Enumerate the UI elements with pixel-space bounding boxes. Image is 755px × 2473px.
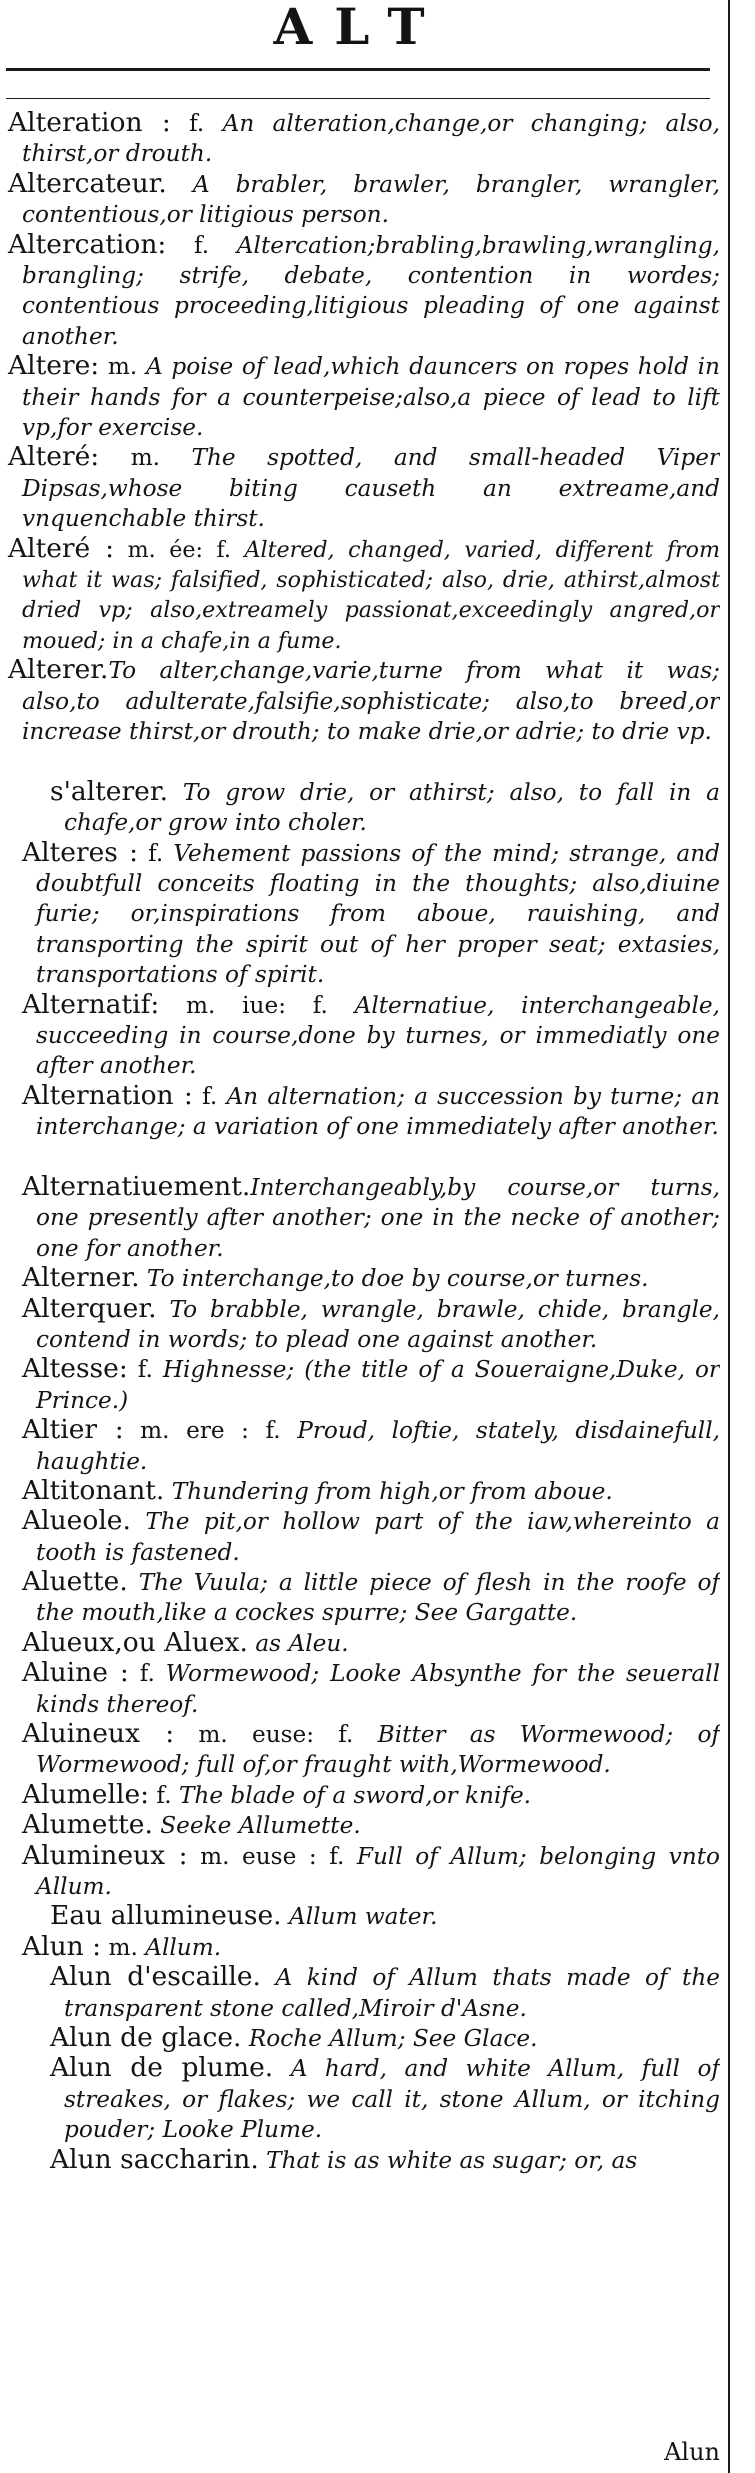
dictionary-entry	[0, 1294, 720, 1355]
entry-definition: A kind of Allum thats made of the transparent stone called,Miroir d'Asne.	[64, 1964, 720, 2022]
entry-definition: The blade of a sword,or knife.	[178, 1781, 532, 1809]
dictionary-entry	[0, 2145, 720, 2175]
entry-grammar: m. ée: f.	[114, 536, 245, 563]
entry-headword: Alteré :	[8, 533, 115, 564]
entry-grammar: m. iue: f.	[159, 991, 355, 1019]
entry-headword: s'alterer.	[50, 776, 169, 807]
column-rule	[728, 0, 730, 2473]
entry-definition: An alteration,change,or changing; also, thirst,or drouth.	[22, 110, 720, 168]
entry-grammar	[168, 779, 183, 806]
entry-headword: Alternatif:	[22, 989, 160, 1020]
entry-headword: Alteres :	[22, 837, 139, 868]
dictionary-entry	[0, 2023, 720, 2053]
entry-headword: Aluineux :	[22, 1719, 175, 1750]
dictionary-entry	[0, 1841, 720, 1902]
dictionary-entry	[0, 1780, 720, 1810]
entry-grammar: f.	[149, 1781, 179, 1809]
entry-grammar: m. ere : f.	[123, 1417, 298, 1445]
entry-grammar	[164, 1478, 171, 1505]
entry-definition: Allum.	[145, 1933, 222, 1961]
entry-definition: Thundering from high,or from aboue.	[171, 1477, 613, 1505]
entry-grammar	[140, 1265, 147, 1292]
entry-grammar	[128, 1569, 139, 1596]
dictionary-entry	[0, 777, 720, 838]
dictionary-entry	[0, 655, 720, 777]
entry-definition: Wormewood; Looke Absynthe for the seuerall kinds thereof.	[36, 1660, 720, 1718]
dictionary-entry	[0, 1901, 720, 1931]
entry-list	[0, 108, 720, 2175]
entry-headword: Alteration :	[8, 108, 171, 138]
dictionary-entry	[0, 1658, 720, 1719]
entry-grammar: f.	[166, 231, 237, 259]
entry-headword: Alun de glace.	[50, 2023, 242, 2054]
dictionary-entry	[0, 108, 720, 169]
header-rule-thick	[6, 68, 710, 71]
entry-grammar: m. euse : f.	[187, 1842, 357, 1870]
dictionary-entry	[0, 2053, 720, 2144]
entry-grammar: m.	[99, 444, 192, 472]
entry-headword: Alun :	[22, 1931, 102, 1962]
entry-headword: Alueux,ou Aluex.	[22, 1627, 248, 1658]
entry-definition: To interchange,to doe by course,or turnes.	[146, 1265, 649, 1293]
entry-grammar	[273, 2055, 290, 2082]
entry-definition: Highnesse; (the title of a Soueraigne,Duke, or Prince.)	[36, 1356, 720, 1414]
catchword: Alun	[664, 2438, 720, 2466]
dictionary-entry	[0, 1962, 720, 2023]
entry-definition: That is as white as sugar; or, as	[266, 2146, 638, 2174]
entry-headword: Aluette.	[22, 1567, 128, 1598]
dictionary-entry	[0, 1932, 720, 1962]
entry-headword: Alueole.	[22, 1506, 131, 1537]
dictionary-entry	[0, 1628, 720, 1658]
entry-definition: Alternatiue, interchangeable, succeeding in course,done by turnes, or immediatly one after another.	[36, 991, 720, 1080]
dictionary-entry	[0, 230, 720, 352]
entry-headword: Aluine :	[22, 1658, 129, 1689]
entry-grammar: m.	[101, 1933, 146, 1961]
entry-definition: Allum water.	[288, 1903, 438, 1931]
entry-grammar: f.	[138, 839, 174, 867]
entry-definition: An alternation; a succession by turne; an interchange; a variation of one immediately after another.	[36, 1082, 720, 1141]
entry-definition: Altercation;brabling,brawling,wrangling, brangling; strife, debate, contention in wordes; contentious proceeding,litigious pleading of one against another.	[22, 231, 720, 350]
dictionary-entry	[0, 1081, 720, 1172]
entry-definition: A hard, and white Allum, full of streakes, or flakes; we call it, stone Allum, or itching pouder; Looke Plume.	[64, 2055, 720, 2144]
dictionary-entry	[0, 838, 720, 990]
entry-headword: Alumelle:	[22, 1779, 150, 1810]
dictionary-entry	[0, 1476, 720, 1506]
entry-grammar: f.	[192, 1082, 227, 1110]
entry-headword: Alumineux :	[22, 1840, 188, 1871]
entry-definition: The pit,or hollow part of the iaw,whereinto a tooth is fastened.	[36, 1508, 720, 1566]
entry-headword: Altercateur.	[8, 168, 167, 199]
dictionary-entry	[0, 534, 720, 656]
entry-headword: Alteré:	[8, 442, 100, 473]
dictionary-entry	[0, 1810, 720, 1840]
entry-definition: Vehement passions of the mind; strange, and doubtfull conceits floating in the thoughts; also,diuine furie; or,inspirations from aboue, rauishing, and transporting the spirit out of her proper seat; extasies, transportations of spirit.	[36, 839, 720, 989]
entry-definition: A poise of lead,which dauncers on ropes hold in their hands for a counterpeise;also,a piece of lead to lift vp,for exercise.	[22, 353, 720, 441]
dictionary-entry	[0, 1567, 720, 1628]
entry-definition: The Vuula; a little piece of flesh in the roofe of the mouth,like a cockes spurre; See Gargatte.	[36, 1569, 720, 1627]
entry-definition: The spotted, and small-headed Viper Dipsas,whose biting causeth an extreame,and vnquenchable thirst.	[22, 444, 720, 533]
entry-headword: Alun saccharin.	[50, 2144, 259, 2175]
dictionary-entry	[0, 442, 720, 533]
entry-grammar	[167, 171, 193, 198]
entry-grammar	[282, 1903, 289, 1930]
entry-headword: Altitonant.	[22, 1475, 165, 1506]
entry-headword: Altercation:	[8, 229, 167, 260]
entry-headword: Alun de plume.	[50, 2053, 274, 2084]
entry-headword: Alun d'escaille.	[50, 1962, 261, 1993]
dictionary-entry	[0, 990, 720, 1081]
entry-headword: Altesse:	[22, 1354, 128, 1385]
entry-grammar	[157, 1296, 170, 1323]
entry-headword: Altier :	[22, 1415, 124, 1446]
entry-definition: To brabble, wrangle, brawle, chide, brangle, contend in words; to plead one against another.	[36, 1295, 720, 1353]
header-rule-thin	[6, 98, 710, 99]
entry-headword: Alternation :	[22, 1080, 193, 1111]
dictionary-entry	[0, 1263, 720, 1293]
entry-definition: Roche Allum; See Glace.	[248, 2025, 538, 2053]
entry-grammar: f.	[128, 1660, 166, 1688]
entry-headword: Alternatiuement.	[22, 1171, 251, 1202]
entry-headword: Alterquer.	[22, 1293, 157, 1324]
entry-definition: To alter,change,varie,turne from what it was; also,to adulterate,falsifie,sophisticate; also,to breed,or increase thirst,or drouth; to make drie,or adrie; to drie vp.	[22, 657, 720, 745]
entry-grammar: m.	[99, 353, 146, 381]
entry-grammar: f.	[127, 1356, 163, 1384]
entry-grammar	[261, 1964, 275, 1991]
entry-headword: Alterner.	[22, 1263, 140, 1294]
entry-headword: Alterer.	[8, 655, 109, 686]
dictionary-entry	[0, 1415, 720, 1476]
entry-definition: Seeke Allumette.	[160, 1812, 361, 1840]
entry-grammar	[131, 1508, 145, 1535]
entry-headword: Eau allumineuse.	[50, 1901, 282, 1932]
entry-definition: Interchangeably,by course,or turns, one presently after another; one in the necke of another; one for another.	[36, 1173, 720, 1262]
dictionary-entry	[0, 1719, 720, 1780]
entry-headword: Alumette.	[22, 1810, 153, 1841]
entry-headword: Altere:	[8, 351, 100, 382]
entry-grammar: f.	[170, 110, 223, 137]
entry-definition: Altered, changed, varied, different from what it was; falsified, sophisticated; also, drie, athirst,almost dried vp; also,extreamely passionat,exceedingly angred,or moued; in a chafe,in a fume.	[22, 536, 720, 654]
entry-grammar	[241, 2025, 248, 2052]
entry-definition: Full of Allum; belonging vnto Allum.	[36, 1842, 720, 1901]
dictionary-entry	[0, 1506, 720, 1567]
page-header-title: ALT	[273, 0, 447, 56]
entry-definition: Proud, loftie, stately, disdainefull, haughtie.	[36, 1417, 720, 1475]
dictionary-entry	[0, 1354, 720, 1415]
entry-definition: A brabler, brawler, brangler, wrangler, contentious,or litigious person.	[22, 170, 720, 229]
dictionary-entry	[0, 1172, 720, 1263]
entry-definition: Bitter as Wormewood; of Wormewood; full of,or fraught with,Wormewood.	[36, 1721, 720, 1779]
dictionary-entry	[0, 169, 720, 230]
entry-definition: as Aleu.	[255, 1629, 349, 1657]
entry-grammar: m. euse: f.	[174, 1721, 378, 1749]
entry-definition: To grow drie, or athirst; also, to fall in a chafe,or grow into choler.	[64, 778, 720, 837]
dictionary-entry	[0, 351, 720, 442]
